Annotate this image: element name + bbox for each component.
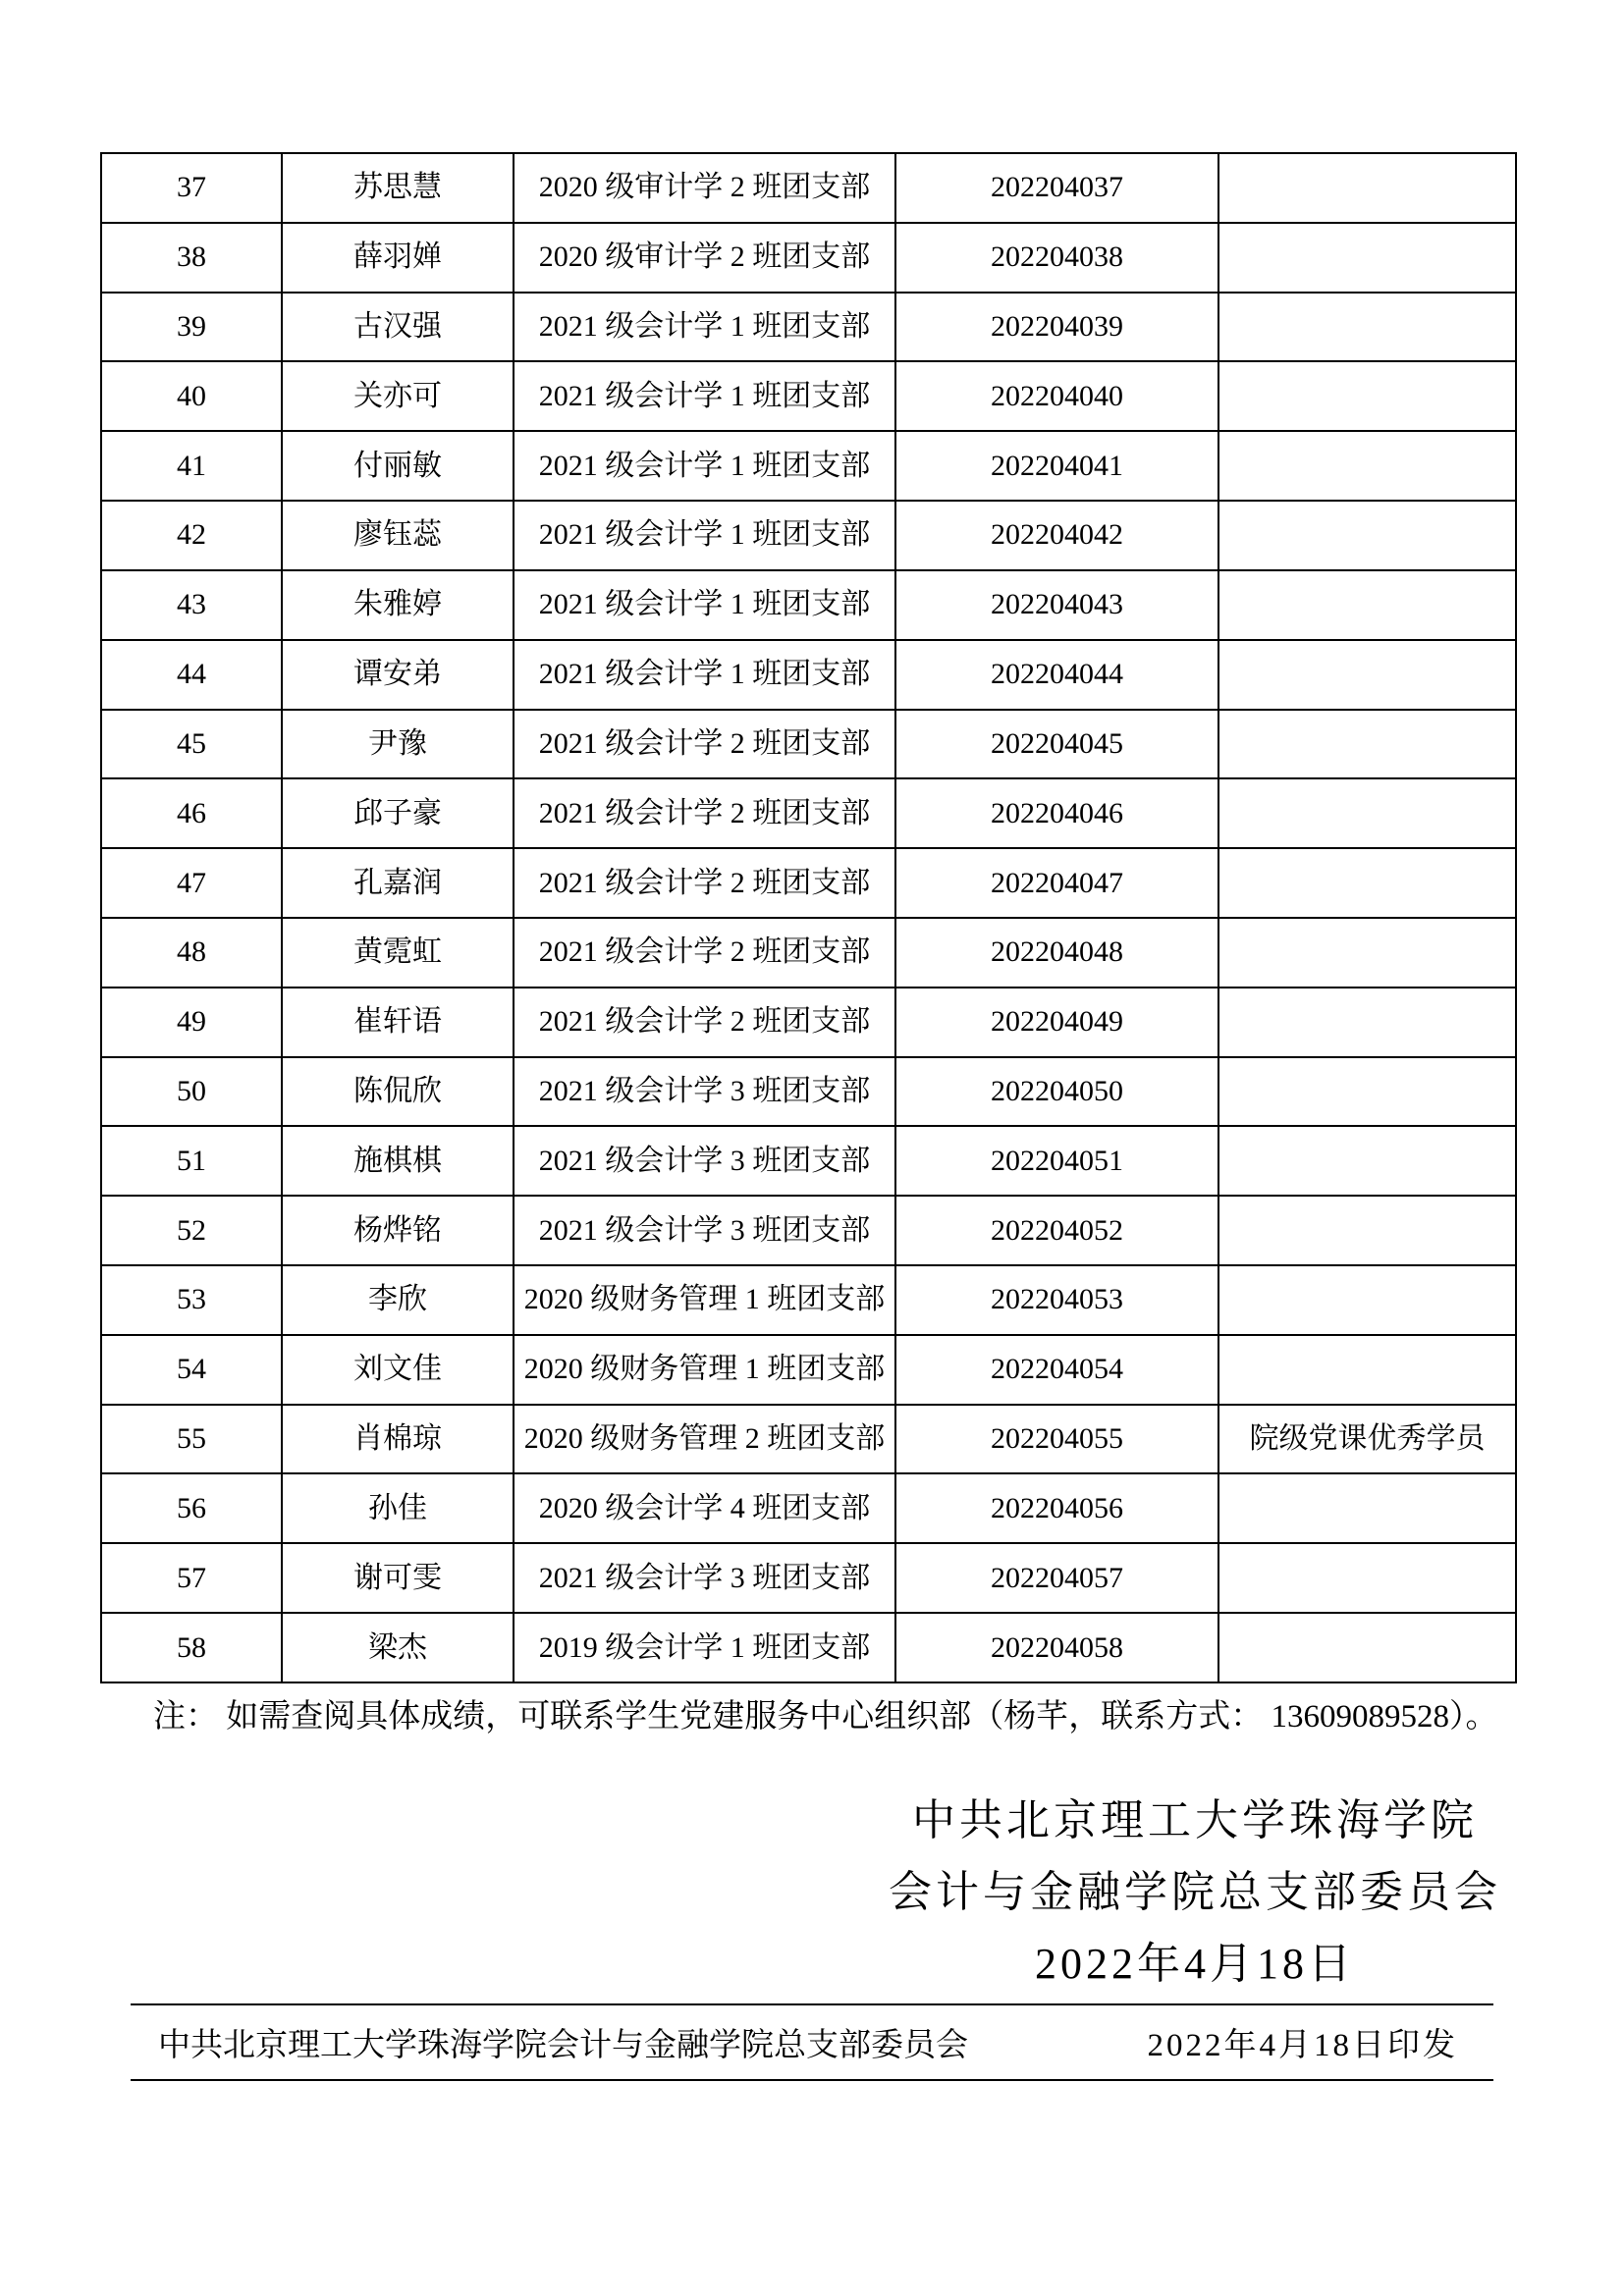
cell-remark <box>1218 1543 1516 1613</box>
cell-remark <box>1218 1473 1516 1543</box>
cell-remark <box>1218 710 1516 779</box>
cell-name: 谢可雯 <box>282 1543 514 1613</box>
table-row <box>101 361 1516 431</box>
table-row <box>101 293 1516 362</box>
cell-no: 57 <box>101 1543 282 1613</box>
cell-no: 39 <box>101 293 282 362</box>
cell-remark <box>1218 988 1516 1057</box>
table-row <box>101 501 1516 570</box>
cell-remark <box>1218 1126 1516 1196</box>
cell-name: 施棋棋 <box>282 1126 514 1196</box>
cell-name: 刘文佳 <box>282 1335 514 1405</box>
cell-branch: 2021 级会计学 1 班团支部 <box>514 640 895 710</box>
cell-remark <box>1218 361 1516 431</box>
cell-id: 202204043 <box>895 570 1218 640</box>
cell-remark <box>1218 293 1516 362</box>
cell-id: 202204040 <box>895 361 1218 431</box>
cell-name: 肖棉琼 <box>282 1405 514 1474</box>
cell-no: 45 <box>101 710 282 779</box>
cell-name: 李欣 <box>282 1265 514 1335</box>
cell-id: 202204052 <box>895 1196 1218 1265</box>
table-row <box>101 1613 1516 1682</box>
cell-name: 崔轩语 <box>282 988 514 1057</box>
cell-name: 邱子豪 <box>282 778 514 848</box>
cell-remark <box>1218 501 1516 570</box>
cell-id: 202204054 <box>895 1335 1218 1405</box>
signature-org-line2: 会计与金融学院总支部委员会 <box>889 1868 1501 1916</box>
cell-id: 202204055 <box>895 1405 1218 1474</box>
footer-issuer: 中共北京理工大学珠海学院会计与金融学院总支部委员会 <box>158 2028 968 2063</box>
footer-colophon <box>131 2003 1493 2081</box>
signature-block <box>868 1785 1522 2000</box>
cell-remark <box>1218 1335 1516 1405</box>
cell-id: 202204053 <box>895 1265 1218 1335</box>
table-row <box>101 570 1516 640</box>
cell-branch: 2021 级会计学 3 班团支部 <box>514 1057 895 1127</box>
cell-id: 202204048 <box>895 918 1218 988</box>
cell-no: 43 <box>101 570 282 640</box>
cell-remark <box>1218 1057 1516 1127</box>
cell-remark <box>1218 918 1516 988</box>
cell-no: 49 <box>101 988 282 1057</box>
cell-branch: 2021 级会计学 3 班团支部 <box>514 1196 895 1265</box>
cell-no: 51 <box>101 1126 282 1196</box>
cell-branch: 2021 级会计学 1 班团支部 <box>514 293 895 362</box>
cell-id: 202204056 <box>895 1473 1218 1543</box>
cell-no: 40 <box>101 361 282 431</box>
cell-branch: 2021 级会计学 1 班团支部 <box>514 431 895 501</box>
table-row <box>101 223 1516 293</box>
table-row <box>101 153 1516 223</box>
cell-id: 202204045 <box>895 710 1218 779</box>
cell-name: 孔嘉润 <box>282 848 514 918</box>
roster-table <box>100 152 1517 1683</box>
cell-no: 47 <box>101 848 282 918</box>
cell-no: 41 <box>101 431 282 501</box>
cell-remark <box>1218 1265 1516 1335</box>
table-row <box>101 1196 1516 1265</box>
cell-name: 孙佳 <box>282 1473 514 1543</box>
cell-remark <box>1218 640 1516 710</box>
cell-no: 58 <box>101 1613 282 1682</box>
cell-branch: 2021 级会计学 3 班团支部 <box>514 1126 895 1196</box>
cell-name: 付丽敏 <box>282 431 514 501</box>
table-row <box>101 1126 1516 1196</box>
cell-id: 202204049 <box>895 988 1218 1057</box>
cell-no: 52 <box>101 1196 282 1265</box>
cell-branch: 2020 级财务管理 1 班团支部 <box>514 1335 895 1405</box>
cell-remark <box>1218 1613 1516 1682</box>
note-text: 注： 如需查阅具体成绩，可联系学生党建服务中心组织部（杨芊，联系方式： 13609089528）。 <box>153 1699 1498 1735</box>
table-row <box>101 1473 1516 1543</box>
cell-name: 廖钰蕊 <box>282 501 514 570</box>
cell-id: 202204038 <box>895 223 1218 293</box>
cell-name: 朱雅婷 <box>282 570 514 640</box>
cell-branch: 2020 级财务管理 2 班团支部 <box>514 1405 895 1474</box>
cell-id: 202204037 <box>895 153 1218 223</box>
cell-branch: 2021 级会计学 2 班团支部 <box>514 988 895 1057</box>
cell-branch: 2019 级会计学 1 班团支部 <box>514 1613 895 1682</box>
cell-remark <box>1218 153 1516 223</box>
cell-name: 尹豫 <box>282 710 514 779</box>
cell-id: 202204044 <box>895 640 1218 710</box>
signature-org-line1: 中共北京理工大学珠海学院 <box>912 1796 1478 1844</box>
cell-no: 46 <box>101 778 282 848</box>
cell-branch: 2021 级会计学 2 班团支部 <box>514 778 895 848</box>
cell-name: 陈侃欣 <box>282 1057 514 1127</box>
cell-name: 关亦可 <box>282 361 514 431</box>
cell-branch: 2021 级会计学 1 班团支部 <box>514 361 895 431</box>
cell-name: 薛羽婵 <box>282 223 514 293</box>
cell-id: 202204058 <box>895 1613 1218 1682</box>
cell-branch: 2021 级会计学 1 班团支部 <box>514 570 895 640</box>
cell-no: 53 <box>101 1265 282 1335</box>
roster-body <box>101 153 1516 1682</box>
cell-branch: 2020 级会计学 4 班团支部 <box>514 1473 895 1543</box>
table-row <box>101 710 1516 779</box>
table-row <box>101 1057 1516 1127</box>
cell-no: 48 <box>101 918 282 988</box>
cell-name: 杨烨铭 <box>282 1196 514 1265</box>
cell-no: 50 <box>101 1057 282 1127</box>
table-row <box>101 1405 1516 1474</box>
cell-remark: 院级党课优秀学员 <box>1218 1405 1516 1474</box>
cell-id: 202204047 <box>895 848 1218 918</box>
table-row <box>101 848 1516 918</box>
cell-name: 苏思慧 <box>282 153 514 223</box>
cell-id: 202204039 <box>895 293 1218 362</box>
cell-id: 202204051 <box>895 1126 1218 1196</box>
cell-branch: 2021 级会计学 1 班团支部 <box>514 501 895 570</box>
cell-id: 202204041 <box>895 431 1218 501</box>
cell-remark <box>1218 778 1516 848</box>
cell-name: 梁杰 <box>282 1613 514 1682</box>
cell-branch: 2020 级审计学 2 班团支部 <box>514 153 895 223</box>
cell-branch: 2020 级审计学 2 班团支部 <box>514 223 895 293</box>
table-row <box>101 778 1516 848</box>
cell-remark <box>1218 570 1516 640</box>
cell-name: 谭安弟 <box>282 640 514 710</box>
cell-branch: 2020 级财务管理 1 班团支部 <box>514 1265 895 1335</box>
signature-date: 2022年4月18日 <box>1035 1940 1355 1988</box>
cell-no: 37 <box>101 153 282 223</box>
cell-remark <box>1218 431 1516 501</box>
cell-remark <box>1218 848 1516 918</box>
table-row <box>101 1335 1516 1405</box>
cell-no: 38 <box>101 223 282 293</box>
footer-print-date: 2022年4月18日印发 <box>1147 2028 1458 2063</box>
cell-name: 古汉强 <box>282 293 514 362</box>
cell-remark <box>1218 1196 1516 1265</box>
cell-id: 202204050 <box>895 1057 1218 1127</box>
cell-name: 黄霓虹 <box>282 918 514 988</box>
cell-no: 44 <box>101 640 282 710</box>
table-row <box>101 1265 1516 1335</box>
cell-no: 55 <box>101 1405 282 1474</box>
cell-branch: 2021 级会计学 2 班团支部 <box>514 848 895 918</box>
table-row <box>101 988 1516 1057</box>
cell-no: 56 <box>101 1473 282 1543</box>
cell-id: 202204046 <box>895 778 1218 848</box>
cell-branch: 2021 级会计学 2 班团支部 <box>514 918 895 988</box>
cell-branch: 2021 级会计学 2 班团支部 <box>514 710 895 779</box>
table-row <box>101 431 1516 501</box>
table-row <box>101 640 1516 710</box>
table-row <box>101 918 1516 988</box>
cell-no: 54 <box>101 1335 282 1405</box>
cell-id: 202204057 <box>895 1543 1218 1613</box>
cell-no: 42 <box>101 501 282 570</box>
cell-id: 202204042 <box>895 501 1218 570</box>
cell-remark <box>1218 223 1516 293</box>
table-row <box>101 1543 1516 1613</box>
cell-branch: 2021 级会计学 3 班团支部 <box>514 1543 895 1613</box>
